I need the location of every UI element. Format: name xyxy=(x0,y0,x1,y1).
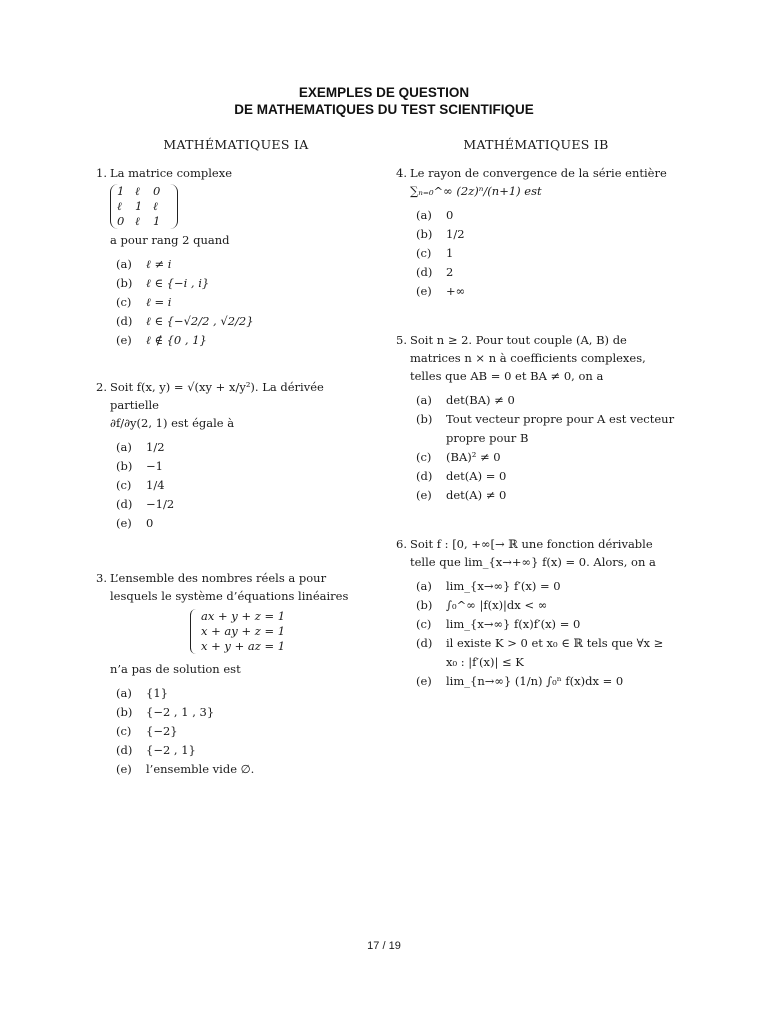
answer-option: (e) 0 xyxy=(116,516,154,530)
answer-option: (c) (BA)² ≠ 0 xyxy=(416,450,501,464)
question-text: Soit n ≥ 2. Pour tout couple (A, B) de matrices n × n à coefficients complexes, telles que AB = 0 et BA ≠ 0, on a xyxy=(410,333,646,383)
question-text: ∂f/∂y(2, 1) est égale à xyxy=(110,416,235,430)
equation: x + y + az = 1 xyxy=(201,639,286,653)
matrix-row: ℓ 1 ℓ xyxy=(117,199,158,213)
answer-option: (e) ℓ ∉ {0 , 1} xyxy=(116,333,207,347)
question-number: 5. xyxy=(396,333,407,347)
question-number: 4. xyxy=(396,166,407,180)
answer-option: (b) ℓ ∈ {−i , i} xyxy=(116,276,210,290)
question-1 xyxy=(96,164,376,350)
answer-option: (a) {1} xyxy=(116,686,168,700)
answer-option: (d) il existe K > 0 et x₀ ∈ ℝ tels que ∀x ≥ x₀ : |f′(x)| ≤ K xyxy=(416,636,664,669)
answer-option: (a) ℓ ≠ i xyxy=(116,257,172,271)
matrix-row: 1 ℓ 0 xyxy=(117,184,161,198)
equation: x + ay + z = 1 xyxy=(201,624,286,638)
page-number: 17 / 19 xyxy=(367,940,401,952)
question-3 xyxy=(96,569,376,779)
equation: ax + y + z = 1 xyxy=(201,609,286,623)
answer-option: (a) lim_{x→∞} f′(x) = 0 xyxy=(416,579,561,593)
answer-option: (c) ℓ = i xyxy=(116,295,172,309)
matrix xyxy=(110,184,178,229)
matrix-row: 0 ℓ 1 xyxy=(117,214,161,228)
answer-option: (c) 1 xyxy=(416,246,454,260)
answer-option: (c) lim_{x→∞} f(x)f′(x) = 0 xyxy=(416,617,581,631)
question-text: L’ensemble des nombres réels a pour lesquels le système d’équations linéaires xyxy=(110,571,349,603)
question-number: 2. xyxy=(96,380,107,394)
column-heading-ia: MATHÉMATIQUES IA xyxy=(163,137,309,152)
question-6 xyxy=(396,535,676,691)
column-heading-ib: MATHÉMATIQUES IB xyxy=(463,137,609,152)
answer-option: (b) ∫₀^∞ |f(x)|dx < ∞ xyxy=(416,598,548,612)
question-5 xyxy=(396,331,676,505)
title-line-1: EXEMPLES DE QUESTION xyxy=(298,85,470,100)
question-4 xyxy=(396,164,676,301)
title-line-2: DE MATHEMATIQUES DU TEST SCIENTIFIQUE xyxy=(234,102,534,117)
column-math-ia xyxy=(96,136,376,787)
question-number: 3. xyxy=(96,571,107,585)
equation-system xyxy=(190,609,376,654)
answer-option: (e) +∞ xyxy=(416,284,466,298)
answer-option: (b) Tout vecteur propre pour A est vecteur propre pour B xyxy=(416,412,675,445)
question-text: n’a pas de solution est xyxy=(110,662,241,676)
answer-option: (b) 1/2 xyxy=(416,227,465,241)
answer-option: (e) det(A) ≠ 0 xyxy=(416,488,507,502)
question-text: Soit f(x, y) = √(xy + x/y²). La dérivée partielle xyxy=(110,380,324,412)
answer-option: (e) l’ensemble vide ∅. xyxy=(116,762,255,776)
question-2 xyxy=(96,378,376,533)
answer-option: (d) −1/2 xyxy=(116,497,175,511)
answer-option: (a) 0 xyxy=(416,208,454,222)
answer-option: (d) 2 xyxy=(416,265,454,279)
answer-option: (a) det(BA) ≠ 0 xyxy=(416,393,515,407)
question-number: 1. xyxy=(96,166,107,180)
column-math-ib xyxy=(396,136,676,699)
question-text: Le rayon de convergence de la série entière xyxy=(410,166,667,180)
question-number: 6. xyxy=(396,537,407,551)
answer-option: (d) ℓ ∈ {−√2/2 , √2/2} xyxy=(116,314,254,328)
question-text: Soit f : [0, +∞[→ ℝ une fonction dérivable telle que lim_{x→+∞} f(x) = 0. Alors, on a xyxy=(410,537,656,569)
series-formula: ∑ₙ₌₀^∞ (2z)ⁿ/(n+1) est xyxy=(410,184,542,198)
answer-option: (d) {−2 , 1} xyxy=(116,743,196,757)
question-text: a pour rang 2 quand xyxy=(110,233,230,247)
answer-option: (e) lim_{n→∞} (1/n) ∫₀ⁿ f(x)dx = 0 xyxy=(416,674,624,688)
answer-option: (d) det(A) = 0 xyxy=(416,469,507,483)
question-text: La matrice complexe xyxy=(110,166,233,180)
answer-option: (b) {−2 , 1 , 3} xyxy=(116,705,215,719)
answer-option: (c) 1/4 xyxy=(116,478,165,492)
answer-option: (b) −1 xyxy=(116,459,163,473)
document-title xyxy=(0,84,768,118)
answer-option: (a) 1/2 xyxy=(116,440,165,454)
answer-option: (c) {−2} xyxy=(116,724,178,738)
